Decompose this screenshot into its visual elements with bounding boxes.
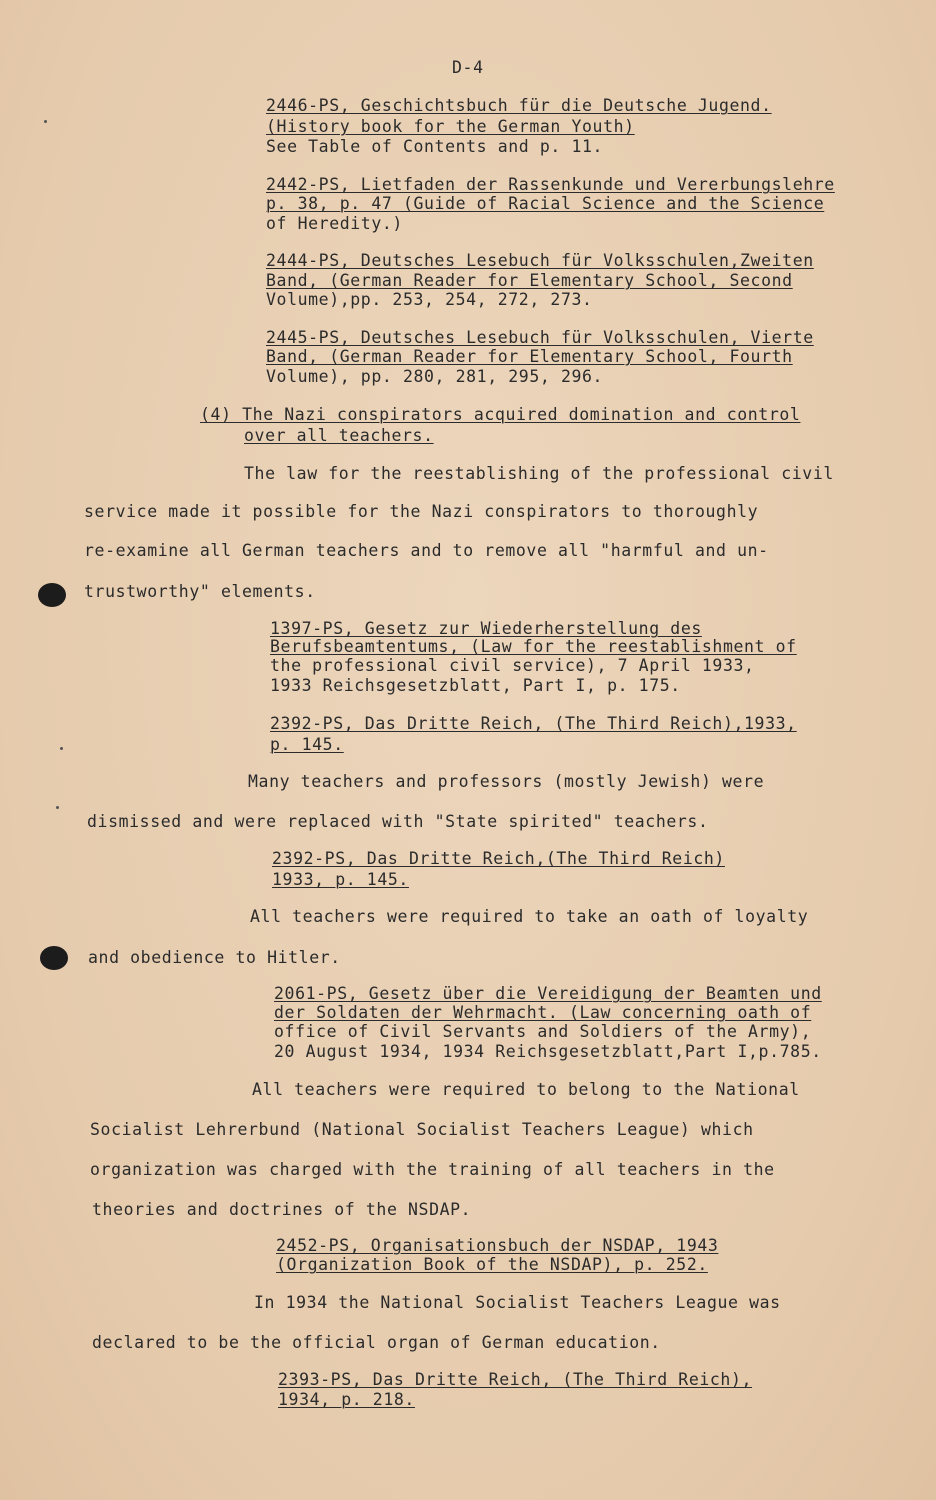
citation-line: p. 145. [270, 735, 344, 754]
body-paragraph-line: and obedience to Hitler. [88, 948, 341, 967]
citation-line: office of Civil Servants and Soldiers of the Army), [274, 1022, 812, 1041]
paper-speck [44, 120, 47, 123]
body-paragraph-line: re-examine all German teachers and to remove all "harmful and un- [84, 541, 769, 560]
citation-line: of Heredity.) [266, 214, 403, 233]
citation-line: Band, (German Reader for Elementary School, Second [266, 271, 793, 290]
citation-line: 1397-PS, Gesetz zur Wiederherstellung des [270, 619, 702, 638]
body-paragraph-line: theories and doctrines of the NSDAP. [92, 1200, 472, 1219]
citation-line: 2452-PS, Organisationsbuch der NSDAP, 1943 [276, 1236, 719, 1255]
citation-line: Berufsbeamtentums, (Law for the reestablishment of [270, 637, 797, 656]
citation-line: 1933 Reichsgesetzblatt, Part I, p. 175. [270, 676, 681, 695]
paper-speck [56, 806, 59, 809]
section-heading-line-2: over all teachers. [244, 426, 434, 445]
body-paragraph-line: In 1934 the National Socialist Teachers League was [254, 1293, 781, 1312]
citation-line: 2392-PS, Das Dritte Reich, (The Third Reich),1933, [270, 714, 797, 733]
punch-hole [38, 583, 66, 607]
citation-line: 2061-PS, Gesetz über die Vereidigung der Beamten und [274, 984, 822, 1003]
paper-speck [60, 747, 63, 750]
section-heading-line-1: (4) The Nazi conspirators acquired domination and control [200, 405, 801, 424]
citation-line: 1934, p. 218. [278, 1390, 415, 1409]
body-paragraph-line: declared to be the official organ of German education. [92, 1333, 661, 1352]
citation-line: See Table of Contents and p. 11. [266, 137, 604, 156]
citation-line: 1933, p. 145. [272, 870, 409, 889]
body-paragraph-line: Socialist Lehrerbund (National Socialist Teachers League) which [90, 1120, 754, 1139]
citation-line: (History book for the German Youth) [266, 117, 635, 136]
citation-line: 2446-PS, Geschichtsbuch für die Deutsche Jugend. [266, 96, 772, 115]
citation-line: Volume), pp. 280, 281, 295, 296. [266, 367, 604, 386]
citation-line: 2392-PS, Das Dritte Reich,(The Third Reich) [272, 849, 725, 868]
body-paragraph-line: All teachers were required to take an oath of loyalty [250, 907, 809, 926]
body-paragraph-line: Many teachers and professors (mostly Jewish) were [248, 772, 765, 791]
citation-line: p. 38, p. 47 (Guide of Racial Science and the Science [266, 194, 825, 213]
citation-line: der Soldaten der Wehrmacht. (Law concerning oath of [274, 1003, 812, 1022]
body-paragraph-line: organization was charged with the training of all teachers in the [90, 1160, 775, 1179]
body-paragraph-line: dismissed and were replaced with "State spirited" teachers. [87, 812, 709, 831]
citation-line: (Organization Book of the NSDAP), p. 252. [276, 1255, 708, 1274]
citation-line: 2445-PS, Deutsches Lesebuch für Volksschulen, Vierte [266, 328, 814, 347]
citation-line: Band, (German Reader for Elementary School, Fourth [266, 347, 793, 366]
citation-line: the professional civil service), 7 April 1933, [270, 656, 755, 675]
page-label: D-4 [452, 58, 484, 77]
body-paragraph-line: The law for the reestablishing of the professional civil [244, 464, 834, 483]
citation-line: Volume),pp. 253, 254, 272, 273. [266, 290, 593, 309]
citation-line: 2444-PS, Deutsches Lesebuch für Volksschulen,Zweiten [266, 251, 814, 270]
body-paragraph-line: trustworthy" elements. [84, 582, 316, 601]
citation-line: 2442-PS, Lietfaden der Rassenkunde und Vererbungslehre [266, 175, 835, 194]
body-paragraph-line: All teachers were required to belong to the National [252, 1080, 800, 1099]
citation-line: 20 August 1934, 1934 Reichsgesetzblatt,Part I,p.785. [274, 1042, 822, 1061]
punch-hole [40, 946, 68, 970]
body-paragraph-line: service made it possible for the Nazi conspirators to thoroughly [84, 502, 759, 521]
citation-line: 2393-PS, Das Dritte Reich, (The Third Reich), [278, 1370, 753, 1389]
